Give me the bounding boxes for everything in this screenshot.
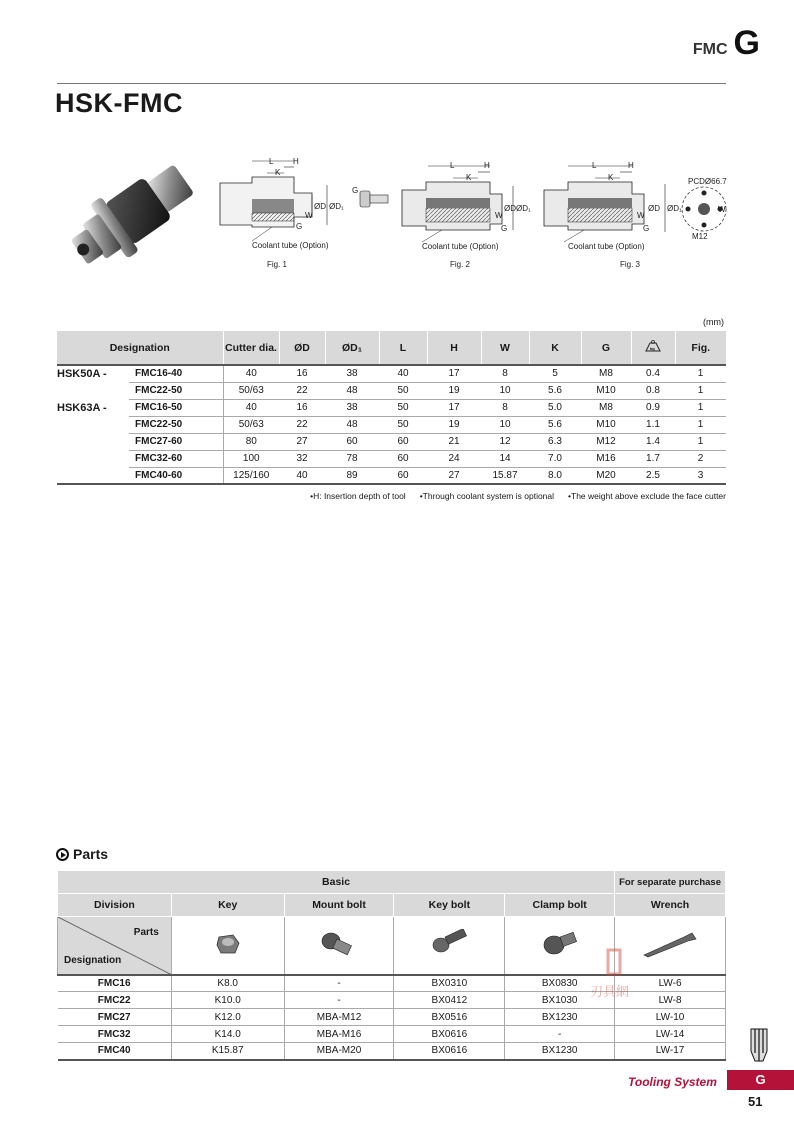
spec-cell: 1	[675, 365, 726, 382]
key-bolt-image	[394, 917, 505, 975]
parts-cell: MBA-M12	[284, 1009, 394, 1026]
spec-cell: 1	[675, 416, 726, 433]
spec-cell: 7.0	[529, 450, 581, 467]
dim-OD-fig1: ØD	[314, 202, 326, 211]
note-insertion-depth: •H: Insertion depth of tool	[310, 491, 406, 501]
spec-cell: 10	[481, 382, 529, 399]
spec-cell: 38	[325, 399, 379, 416]
section-letter: G	[733, 24, 760, 62]
dim-G-fig2: G	[501, 224, 508, 233]
parts-designation: FMC27	[58, 1009, 172, 1026]
spec-cell: 0.8	[631, 382, 675, 399]
spec-group-label	[57, 450, 129, 467]
division-header: Division	[58, 894, 172, 917]
spec-cell: 60	[379, 467, 427, 484]
parts-cell: BX1230	[505, 1009, 615, 1026]
parts-cell: -	[284, 975, 394, 992]
spec-row	[57, 450, 726, 467]
spec-cell: 89	[325, 467, 379, 484]
spec-row	[57, 416, 726, 433]
spec-cell: M16	[581, 450, 631, 467]
parts-cell: LW-14	[615, 1026, 726, 1043]
watermark-logo	[586, 946, 656, 1004]
parts-axis-label: Parts	[133, 927, 159, 938]
table-notes	[310, 491, 726, 501]
spec-cell: 10	[481, 416, 529, 433]
spec-cell: 8.0	[529, 467, 581, 484]
dim-H-fig3: H	[628, 161, 634, 170]
key-image	[171, 917, 284, 975]
dim-G-fig1: G	[296, 222, 303, 231]
spec-cell: 2.5	[631, 467, 675, 484]
spec-cell: 8	[481, 365, 529, 382]
spec-cell: 50	[379, 416, 427, 433]
spec-model: FMC22-50	[129, 416, 223, 433]
dim-M12: M12	[692, 232, 708, 241]
parts-cell: K10.0	[171, 992, 284, 1009]
coolant-tube-fig2: Coolant tube (Option)	[422, 242, 499, 251]
parts-cell: BX0616	[394, 1043, 505, 1060]
footer-section-tab: G	[727, 1070, 794, 1090]
spec-cell: 40	[223, 365, 279, 382]
wrench-header: Wrench	[615, 894, 726, 917]
parts-col-row	[58, 894, 726, 917]
parts-cell: LW-10	[615, 1009, 726, 1026]
parts-heading	[56, 846, 108, 862]
spec-group-label	[57, 382, 129, 399]
mount-bolt-image	[284, 917, 394, 975]
dim-OD-fig2: ØD	[504, 204, 516, 213]
dim-OD1-fig2: ØD₁	[516, 204, 531, 213]
figure-2-drawing	[398, 158, 531, 251]
diagonal-header-cell	[58, 917, 172, 975]
parts-cell: MBA-M16	[284, 1026, 394, 1043]
col-fig: Fig.	[675, 331, 726, 365]
spec-group-label	[57, 467, 129, 484]
spec-cell: 27	[279, 433, 325, 450]
key-header: Key	[171, 894, 284, 917]
collet-icon	[748, 1027, 770, 1063]
spec-cell: M10	[581, 416, 631, 433]
spec-cell: 80	[223, 433, 279, 450]
parts-cell: BX1030	[505, 992, 615, 1009]
parts-group-row	[58, 871, 726, 894]
parts-cell: K8.0	[171, 975, 284, 992]
unit-label: (mm)	[703, 317, 724, 327]
parts-cell: -	[284, 992, 394, 1009]
spec-cell: 12	[481, 433, 529, 450]
spec-cell: 19	[427, 382, 481, 399]
dim-K-fig2: K	[466, 173, 472, 182]
svg-text:刃具網: 刃具網	[590, 984, 630, 999]
spec-cell: 125/160	[223, 467, 279, 484]
parts-row	[58, 1009, 726, 1026]
parts-cell: BX0412	[394, 992, 505, 1009]
dim-W-front: W	[718, 205, 726, 214]
parts-cell: MBA-M20	[284, 1043, 394, 1060]
spec-cell: 78	[325, 450, 379, 467]
designation-axis-label: Designation	[64, 954, 122, 966]
spec-cell: M8	[581, 399, 631, 416]
mount-bolt-header: Mount bolt	[284, 894, 394, 917]
col-designation: Designation	[57, 331, 223, 365]
spec-cell: 21	[427, 433, 481, 450]
spec-cell: 6.3	[529, 433, 581, 450]
spec-cell: 5.6	[529, 382, 581, 399]
parts-cell: K14.0	[171, 1026, 284, 1043]
spec-cell: 48	[325, 416, 379, 433]
spec-header-row	[57, 331, 726, 365]
page-title: HSK-FMC	[55, 88, 183, 118]
fig-2-label: Fig. 2	[449, 260, 470, 269]
spec-cell: 5.6	[529, 416, 581, 433]
parts-designation: FMC22	[58, 992, 172, 1009]
col-g: G	[581, 331, 631, 365]
figure-1-drawing	[212, 155, 392, 250]
spec-cell: 50/63	[223, 416, 279, 433]
parts-cell: LW-17	[615, 1043, 726, 1060]
dim-OD1-fig1: ØD₁	[329, 202, 344, 211]
spec-cell: M12	[581, 433, 631, 450]
spec-cell: 27	[427, 467, 481, 484]
dim-L-fig3: L	[592, 161, 597, 170]
parts-heading-text: Parts	[73, 846, 109, 862]
parts-cell: BX1230	[505, 1043, 615, 1060]
spec-cell: 19	[427, 416, 481, 433]
spec-cell: 0.4	[631, 365, 675, 382]
spec-cell: 100	[223, 450, 279, 467]
parts-designation: FMC16	[58, 975, 172, 992]
spec-model: FMC40-60	[129, 467, 223, 484]
dim-W-fig1: W	[305, 211, 313, 220]
spec-cell: 40	[379, 365, 427, 382]
spec-cell: M10	[581, 382, 631, 399]
spec-group-label: HSK50A -	[57, 365, 129, 382]
spec-cell: 24	[427, 450, 481, 467]
dim-W-fig2: W	[495, 211, 503, 220]
spec-cell: 0.9	[631, 399, 675, 416]
dim-L-fig1: L	[269, 157, 274, 166]
spec-group-label	[57, 416, 129, 433]
spec-group-label	[57, 433, 129, 450]
section-name: FMC	[692, 41, 728, 58]
col-h: H	[427, 331, 481, 365]
spec-row	[57, 382, 726, 399]
fig-1-label: Fig. 1	[266, 260, 287, 269]
spec-cell: 50	[379, 382, 427, 399]
spec-row	[57, 467, 726, 484]
spec-model: FMC16-50	[129, 399, 223, 416]
col-l: L	[379, 331, 427, 365]
spec-cell: M8	[581, 365, 631, 382]
spec-cell: 1.4	[631, 433, 675, 450]
parts-designation: FMC40	[58, 1043, 172, 1060]
page-number: 51	[748, 1094, 763, 1109]
spec-cell: 60	[379, 450, 427, 467]
spec-cell: 3	[675, 467, 726, 484]
col-od: ØD	[279, 331, 325, 365]
spec-model: FMC16-40	[129, 365, 223, 382]
spec-cell: 60	[325, 433, 379, 450]
spec-cell: 60	[379, 433, 427, 450]
dim-G-fig3: G	[643, 224, 650, 233]
col-od1: ØD₁	[325, 331, 379, 365]
parts-cell: BX0616	[394, 1026, 505, 1043]
spec-cell: 8	[481, 399, 529, 416]
spec-model: FMC22-50	[129, 382, 223, 399]
dim-OD1-fig3: ØD₁	[667, 204, 682, 213]
spec-cell: 17	[427, 399, 481, 416]
coolant-tube-fig3: Coolant tube (Option)	[568, 242, 645, 251]
arrow-circle-icon	[56, 848, 69, 861]
spec-cell: 14	[481, 450, 529, 467]
spec-cell: 32	[279, 450, 325, 467]
spec-cell: 16	[279, 399, 325, 416]
spec-cell: 5	[529, 365, 581, 382]
note-weight: •The weight above exclude the face cutter	[568, 491, 726, 501]
parts-row	[58, 1043, 726, 1060]
spec-cell: M20	[581, 467, 631, 484]
basic-header: Basic	[58, 871, 615, 894]
parts-cell: LW-8	[615, 992, 726, 1009]
spec-cell: 1.7	[631, 450, 675, 467]
dim-K-fig1: K	[275, 168, 281, 177]
spec-cell: 1	[675, 382, 726, 399]
dim-H-fig2: H	[484, 161, 490, 170]
spec-row	[57, 365, 726, 382]
coolant-tube-fig1: Coolant tube (Option)	[252, 241, 329, 250]
weight-kg-icon	[631, 331, 675, 365]
figure-3-drawing	[540, 158, 730, 251]
parts-designation: FMC32	[58, 1026, 172, 1043]
parts-cell: -	[505, 1026, 615, 1043]
spec-cell: 22	[279, 382, 325, 399]
spec-cell: 16	[279, 365, 325, 382]
parts-cell: K15.87	[171, 1043, 284, 1060]
parts-cell: BX0830	[505, 975, 615, 992]
spec-row	[57, 433, 726, 450]
spec-cell: 15.87	[481, 467, 529, 484]
spec-cell: 38	[325, 365, 379, 382]
parts-cell: K12.0	[171, 1009, 284, 1026]
section-tag	[693, 26, 760, 60]
col-w: W	[481, 331, 529, 365]
spec-cell: 1	[675, 399, 726, 416]
parts-cell: BX0516	[394, 1009, 505, 1026]
spec-cell: 22	[279, 416, 325, 433]
note-coolant: •Through coolant system is optional	[419, 491, 555, 501]
header-rule	[57, 83, 726, 84]
parts-cell: BX0310	[394, 975, 505, 992]
dim-L-fig2: L	[450, 161, 455, 170]
svg-text:kg: kg	[650, 346, 655, 351]
dim-K-fig3: K	[608, 173, 614, 182]
dim-W-fig3: W	[637, 211, 645, 220]
spec-cell: 2	[675, 450, 726, 467]
spec-cell: 50/63	[223, 382, 279, 399]
spec-model: FMC32-60	[129, 450, 223, 467]
spec-cell: 1	[675, 433, 726, 450]
dim-H-fig1: H	[293, 157, 299, 166]
spec-table	[57, 331, 726, 485]
spec-cell: 50	[379, 399, 427, 416]
spec-cell: 40	[223, 399, 279, 416]
key-bolt-header: Key bolt	[394, 894, 505, 917]
footer-brand: Tooling System	[628, 1075, 717, 1089]
separate-header: For separate purchase	[615, 871, 726, 894]
spec-cell: 5.0	[529, 399, 581, 416]
col-cutter-dia: Cutter dia.	[223, 331, 279, 365]
dim-OD-fig3: ØD	[648, 204, 660, 213]
product-photo	[62, 150, 210, 280]
spec-cell: 48	[325, 382, 379, 399]
spec-model: FMC27-60	[129, 433, 223, 450]
spec-row	[57, 399, 726, 416]
clamp-bolt-header: Clamp bolt	[505, 894, 615, 917]
spec-cell: 40	[279, 467, 325, 484]
dim-G-bolt: G	[352, 186, 359, 195]
parts-row	[58, 1026, 726, 1043]
parts-cell: LW-6	[615, 975, 726, 992]
fig-3-label: Fig. 3	[619, 260, 640, 269]
spec-group-label: HSK63A -	[57, 401, 107, 414]
spec-cell: 17	[427, 365, 481, 382]
col-k: K	[529, 331, 581, 365]
dim-pcd: PCDØ66.7	[688, 177, 727, 186]
spec-cell: 1.1	[631, 416, 675, 433]
